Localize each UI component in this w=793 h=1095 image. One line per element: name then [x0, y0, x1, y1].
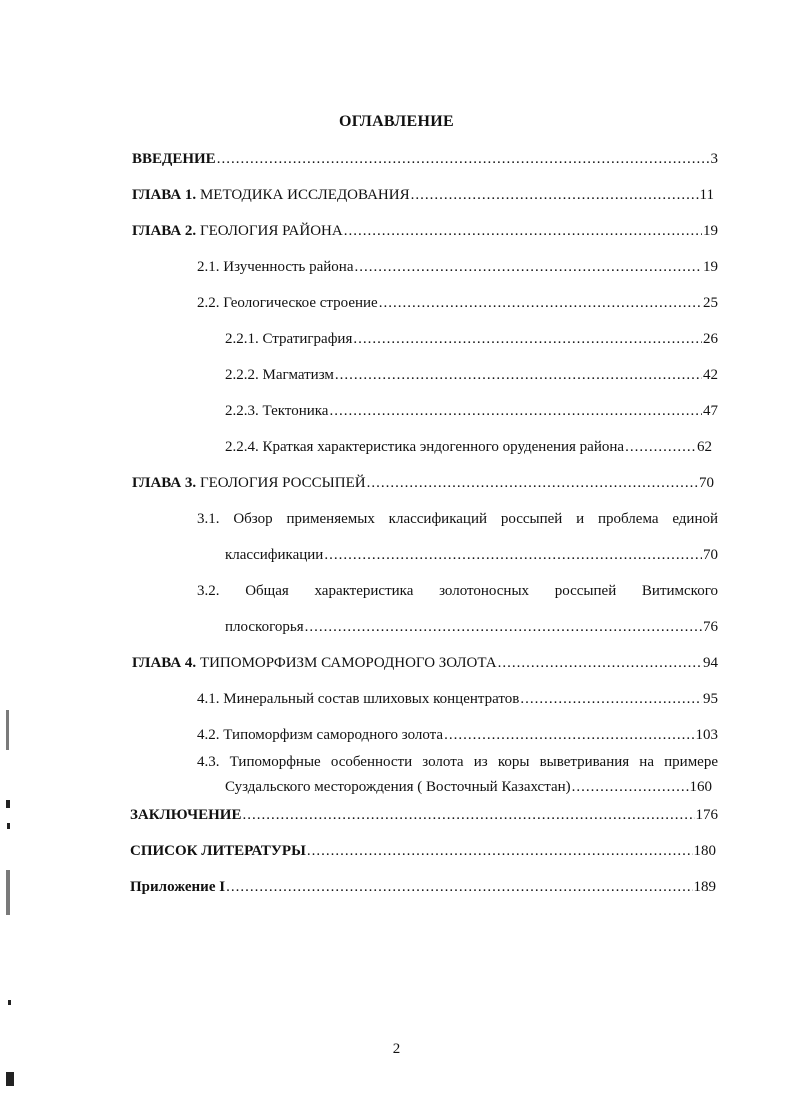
toc-page: 26: [703, 331, 718, 347]
chapter-number: ГЛАВА 4.: [132, 655, 197, 671]
leader-dots: [226, 878, 692, 896]
leader-dots: [335, 366, 702, 384]
toc-page: 189: [693, 879, 716, 895]
toc-entry-4-3-line1[interactable]: 4.3. Типоморфные особенности золота из коры выветривания на примере: [197, 754, 718, 770]
leader-dots: [242, 806, 694, 824]
toc-page: 70: [703, 547, 718, 563]
leader-dots: [355, 258, 703, 276]
toc-entry-chapter-2[interactable]: [132, 222, 718, 240]
toc-page: 176: [695, 807, 718, 823]
toc-page: 62: [697, 439, 712, 455]
toc-entry-3-2[interactable]: [225, 618, 718, 636]
toc-entry-appendix[interactable]: [130, 878, 716, 896]
toc-label: 2.1. Изученность района: [197, 259, 354, 275]
leader-dots: [572, 778, 689, 796]
toc-label: 2.2. Геологическое строение: [197, 295, 378, 311]
toc-label: ВВЕДЕНИЕ: [132, 151, 216, 167]
chapter-number: ГЛАВА 3.: [132, 475, 197, 491]
scan-artifact: [6, 1072, 14, 1086]
toc-page: 76: [703, 619, 718, 635]
toc-page: 47: [703, 403, 718, 419]
leader-dots: [329, 402, 702, 420]
toc-entry-chapter-3[interactable]: [132, 474, 714, 492]
leader-dots: [520, 690, 702, 708]
leader-dots: [353, 330, 702, 348]
toc-label: плоскогорья: [225, 619, 304, 635]
toc-entry-2-2-4[interactable]: [225, 438, 712, 456]
toc-page: 42: [703, 367, 718, 383]
toc-label: 2.2.4. Краткая характеристика эндогенного оруденения района: [225, 439, 625, 455]
toc-label: классификации: [225, 547, 324, 563]
toc-entry-intro[interactable]: [132, 150, 718, 168]
toc-label: 2.2.1. Стратиграфия: [225, 331, 353, 347]
toc-entry-2-2[interactable]: [197, 294, 718, 312]
toc-entry-3-1-line1[interactable]: 3.1. Обзор применяемых классификаций россыпей и проблема единой: [197, 511, 718, 527]
leader-dots: [498, 654, 702, 672]
leader-dots: [379, 294, 702, 312]
toc-page: 95: [703, 691, 718, 707]
toc-page: 70: [699, 475, 714, 491]
toc-entry-2-1[interactable]: [197, 258, 718, 276]
toc-page: 160: [689, 779, 712, 795]
toc-entry-4-3[interactable]: [225, 778, 712, 796]
leader-dots: [344, 222, 702, 240]
scan-artifact: [8, 1000, 11, 1005]
toc-entry-2-2-3[interactable]: [225, 402, 718, 420]
toc-entry-4-2[interactable]: [197, 726, 718, 744]
toc-entry-4-1[interactable]: [197, 690, 718, 708]
toc-page: 19: [703, 259, 718, 275]
toc-label: СПИСОК ЛИТЕРАТУРЫ: [130, 843, 306, 859]
toc-entry-2-2-2[interactable]: [225, 366, 718, 384]
toc-page: 94: [703, 655, 718, 671]
toc-entry-2-2-1[interactable]: [225, 330, 718, 348]
leader-dots: [444, 726, 694, 744]
toc-label: 4.1. Минеральный состав шлиховых концентратов: [197, 691, 520, 707]
toc-entry-chapter-1[interactable]: [132, 186, 714, 204]
leader-dots: [217, 150, 710, 168]
toc-page: 180: [693, 843, 716, 859]
toc-label: ЗАКЛЮЧЕНИЕ: [130, 807, 242, 823]
toc-page: 19: [703, 223, 718, 239]
chapter-number: ГЛАВА 1.: [132, 187, 197, 203]
toc-label: Суздальского месторождения ( Восточный Казахстан): [225, 779, 571, 795]
toc-page: 11: [699, 187, 714, 203]
scan-artifact: [7, 823, 10, 829]
scan-artifact: [6, 710, 9, 750]
toc-heading: ОГЛАВЛЕНИЕ: [339, 113, 454, 130]
toc-label: 2.2.2. Магматизм: [225, 367, 334, 383]
toc-label: 2.2.3. Тектоника: [225, 403, 329, 419]
toc-entry-references[interactable]: [130, 842, 716, 860]
leader-dots: [625, 438, 696, 456]
leader-dots: [367, 474, 698, 492]
toc-label: ТИПОМОРФИЗМ САМОРОДНОГО ЗОЛОТА: [196, 655, 497, 671]
chapter-number: ГЛАВА 2.: [132, 223, 197, 239]
toc-label: ГЕОЛОГИЯ РАЙОНА: [196, 223, 343, 239]
leader-dots: [411, 186, 699, 204]
toc-page: 103: [695, 727, 718, 743]
toc-label: ГЕОЛОГИЯ РОССЫПЕЙ: [196, 475, 366, 491]
toc-page: 3: [710, 151, 718, 167]
toc-entry-3-1[interactable]: [225, 546, 718, 564]
scan-artifact: [6, 800, 10, 808]
toc-label: 4.2. Типоморфизм самородного золота: [197, 727, 444, 743]
leader-dots: [305, 618, 702, 636]
leader-dots: [307, 842, 693, 860]
page-number: 2: [392, 1041, 401, 1057]
scan-artifact: [6, 870, 10, 915]
toc-entry-chapter-4[interactable]: [132, 654, 718, 672]
leader-dots: [324, 546, 702, 564]
toc-entry-conclusion[interactable]: [130, 806, 718, 824]
toc-label: МЕТОДИКА ИССЛЕДОВАНИЯ: [196, 187, 410, 203]
toc-label: Приложение I: [130, 879, 226, 895]
toc-page: 25: [703, 295, 718, 311]
toc-entry-3-2-line1[interactable]: 3.2. Общая характеристика золотоносных россыпей Витимского: [197, 583, 718, 599]
